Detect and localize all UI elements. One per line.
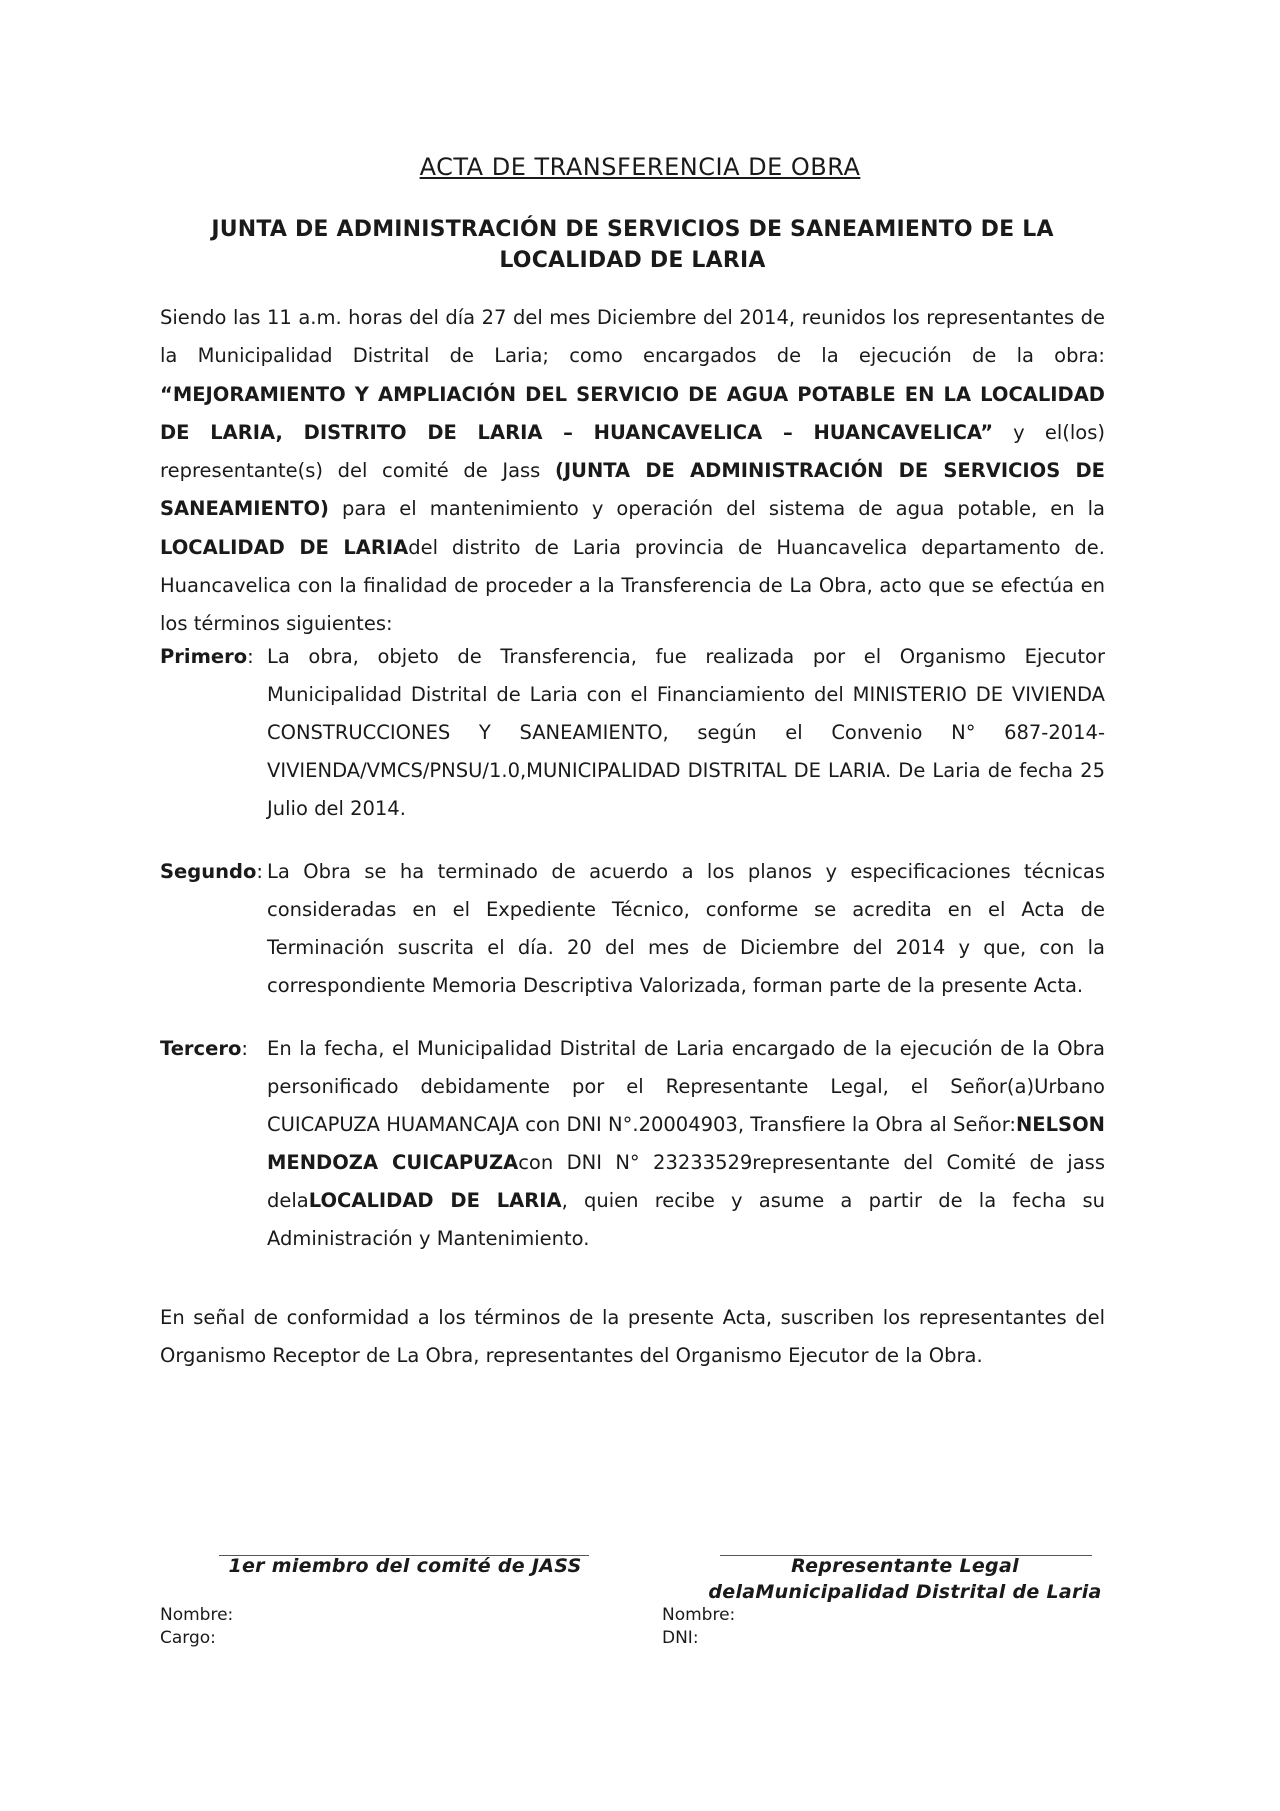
clause-tercero <box>160 1030 1105 1258</box>
intro-jass-name: (JUNTA DE ADMINISTRACIÓN DE SERVICIOS DE SANEAMIENTO) <box>160 459 1105 521</box>
signature-field-name-left: Nombre: <box>160 1605 234 1625</box>
document-subtitle: JUNTA DE ADMINISTRACIÓN DE SERVICIOS DE SANEAMIENTO DE LA LOCALIDAD DE LARIA <box>211 217 1054 273</box>
clause-segundo <box>160 853 1105 1005</box>
intro-text-1: Siendo las 11 a.m. horas del día 27 del mes Diciembre del 2014, reunidos los representantes de la Municipalidad Distrital de Laria; como encargados de la ejecución de la obra: <box>160 306 1105 368</box>
tercero-text-3: , quien recibe y asume a partir de la fecha su Administración y Mantenimiento. <box>267 1189 1105 1250</box>
tercero-receiver-name: NELSON MENDOZA CUICAPUZA <box>267 1113 1105 1174</box>
clause-label-segundo: Segundo <box>160 860 257 883</box>
clause-body-segundo: La Obra se ha terminado de acuerdo a los planos y especificaciones técnicas consideradas en el Expediente Técnico, conforme se acredita en el Acta de Terminación suscrita el día. 20 del mes de Diciembre del 2014 y que, con la correspondiente Memoria Descriptiva Valorizada, forman parte de la presente Acta. <box>267 860 1105 997</box>
signature-field-dni-right: DNI: <box>662 1628 699 1648</box>
signature-field-name-right: Nombre: <box>662 1605 736 1625</box>
closing-paragraph: En señal de conformidad a los términos de la presente Acta, suscriben los representantes del Organismo Receptor de La Obra, representantes del Organismo Ejecutor de la Obra. <box>160 1306 1105 1368</box>
intro-text-2: y el(los) representante(s) del comité de Jass <box>160 420 1105 483</box>
clause-body-tercero <box>267 1030 1105 1258</box>
tercero-text-2: con DNI N° 23233529representante del Comité de jass dela <box>267 1151 1105 1212</box>
clause-label-tercero: Tercero <box>160 1037 242 1060</box>
intro-text-3: para el mantenimiento y operación del sistema de agua potable, en la <box>328 497 1105 521</box>
intro-locality: LOCALIDAD DE LARIA <box>160 535 409 559</box>
clause-label: Primero: <box>160 645 254 668</box>
clause-label: Segundo: <box>160 860 263 883</box>
tercero-text-1: En la fecha, el Municipalidad Distrital de Laria encargado de la ejecución de la Obra personificado debidamente por el Representante Legal, el Señor(a)Urbano CUICAPUZA HUAMANCAJA con DNI N°.20004903, Transfiere la Obra al Señor: <box>267 1037 1105 1136</box>
signature-field-cargo-left: Cargo: <box>160 1628 216 1648</box>
intro-text-4: del distrito de Laria provincia de Huancavelica departamento de. Huancavelica con la finalidad de proceder a la Transferencia de La Obra, acto que se efectúa en los términos siguientes: <box>160 535 1105 636</box>
tercero-locality: LOCALIDAD DE LARIA <box>308 1189 562 1212</box>
intro-paragraph <box>160 299 1105 644</box>
intro-project-name: “MEJORAMIENTO Y AMPLIACIÓN DEL SERVICIO DE AGUA POTABLE EN LA LOCALIDAD DE LARIA, DISTRITO DE LARIA – HUANCAVELICA – HUANCAVELICA” <box>160 382 1105 444</box>
clause-body-primero: La obra, objeto de Transferencia, fue realizada por el Organismo Ejecutor Municipalidad Distrital de Laria con el Financiamiento del MINISTERIO DE VIVIENDA CONSTRUCCIONES Y SANEAMIENTO, según el Convenio N° 687-2014-VIVIENDA/VMCS/PNSU/1.0,MUNICIPALIDAD DISTRITAL DE LARIA. De Laria de fecha 25 Julio del 2014. <box>267 645 1105 820</box>
clause-label-primero: Primero <box>160 645 248 668</box>
signature-title-left: 1er miembro del comité de JASS <box>228 1555 582 1577</box>
clause-label: Tercero: <box>160 1037 248 1060</box>
document-title: ACTA DE TRANSFERENCIA DE OBRA <box>419 153 861 181</box>
clause-primero <box>160 638 1105 828</box>
signature-title-right: Representante Legal delaMunicipalidad Distrital de Laria <box>708 1555 1102 1603</box>
